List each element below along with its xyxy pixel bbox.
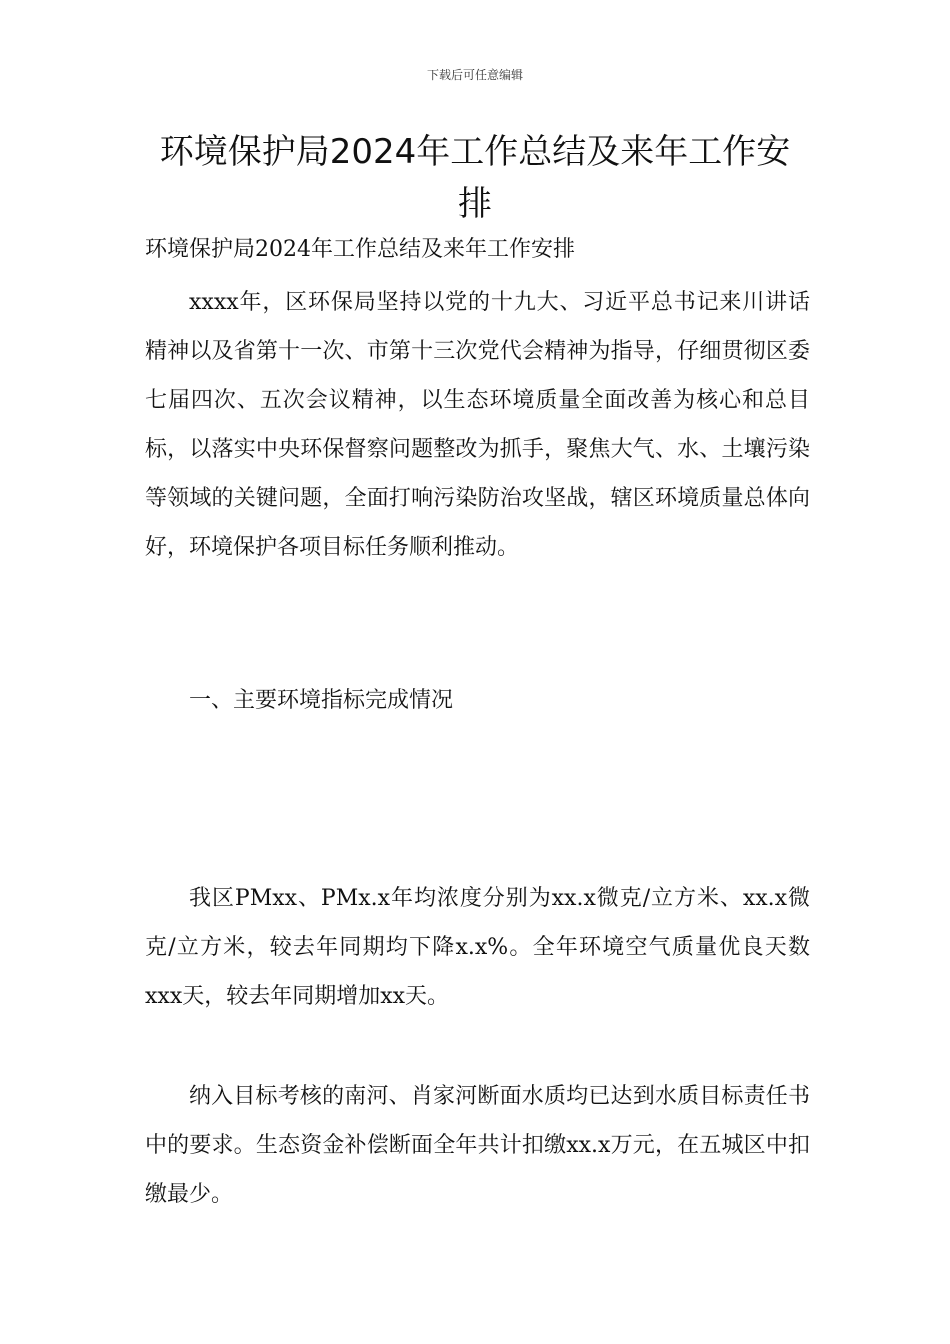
document-subtitle: 环境保护局2024年工作总结及来年工作安排	[145, 237, 575, 262]
paragraph-water-quality: 纳入目标考核的南河、肖家河断面水质均已达到水质目标责任书中的要求。生态资金补偿断面全年共计扣缴xx.x万元，在五城区中扣缴最少。	[145, 1084, 810, 1207]
paragraph-intro: xxxx年，区环保局坚持以党的十九大、习近平总书记来川讲话精神以及省第十一次、市第十三次党代会精神为指导，仔细贯彻区委七届四次、五次会议精神，以生态环境质量全面改善为核心和总目标，以落实中央环保督察问题整改为抓手，聚焦大气、水、土壤污染等领域的关键问题，全面打响污染防治攻坚战，辖区环境质量总体向好，环境保护各项目标任务顺利推动。	[145, 290, 810, 560]
section-heading-1: 一、主要环境指标完成情况	[189, 688, 454, 713]
document-title: 环境保护局2024年工作总结及来年工作安排	[159, 132, 791, 224]
paragraph-air-quality: 我区PMxx、PMx.x年均浓度分别为xx.x微克/立方米、xx.x微克/立方米，较去年同期均下降x.x%。全年环境空气质量优良天数xxx天，较去年同期增加xx天。	[145, 886, 810, 1009]
header-note: 下载后可任意编辑	[426, 68, 523, 82]
